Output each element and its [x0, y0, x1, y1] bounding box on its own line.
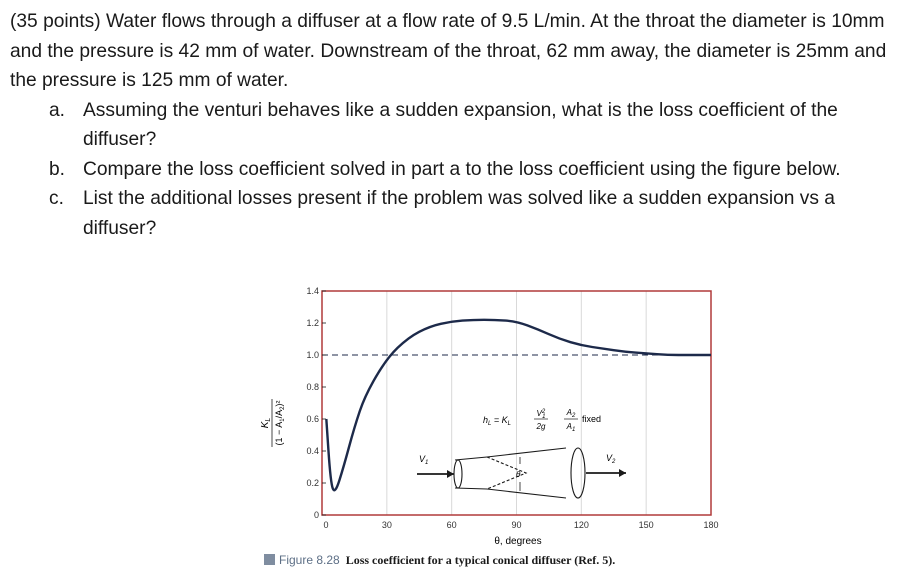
equation [483, 409, 548, 431]
y-tick-label: 1.4 [306, 286, 319, 296]
part-letter: a. [49, 99, 66, 121]
diffuser-loss-chart [250, 284, 730, 552]
y-tick-label: 0 [313, 510, 319, 520]
y-tick-label: 0.6 [306, 414, 319, 424]
x-tick-label: 180 [703, 520, 719, 530]
part-letter: b. [49, 158, 66, 180]
loss-curve [326, 320, 711, 490]
part-text: Assuming the venturi behaves like a sudden expansion, what is the loss coefficient of the diffuser? [83, 99, 838, 150]
problem-statement [10, 7, 910, 243]
y-axis-label-den: $(1 - A_1/A_2)^2$ [274, 400, 286, 446]
x-axis-label: θ, degrees [494, 536, 542, 547]
problem-intro: (35 points) Water flows through a diffuser at a flow rate of 9.5 L/min. At the throat the diameter is 10mm and the pressure is 42 mm of water. Downstream of the throat, 62 mm away, the diameter is 25mm and the pressure is 125 mm of water. [10, 11, 887, 91]
theta-label: θ [516, 470, 521, 479]
x-tick-label: 120 [573, 520, 589, 530]
x-tick-label: 0 [323, 520, 329, 530]
v2-label: $V_2$ [606, 453, 616, 465]
svg-text:fixed: fixed [582, 414, 602, 424]
x-tick-label: 150 [638, 520, 654, 530]
y-tick-label: 1.2 [306, 318, 319, 328]
svg-text:A2: $A_2$ [566, 408, 576, 419]
part-letter: c. [49, 188, 64, 209]
caption-marker [264, 554, 275, 565]
y-tick-label: 0.2 [306, 478, 319, 488]
x-tick-label: 60 [446, 520, 457, 530]
y-axis-label [260, 399, 286, 447]
y-axis-label-num: $K_L$ [260, 417, 272, 429]
area-ratio-note [564, 408, 601, 433]
y-tick-label: 0.4 [306, 446, 319, 456]
x-tick-label: 30 [381, 520, 392, 530]
part-text: List the additional losses present if the problem was solved like a sudden expansion vs a diffuser? [83, 188, 835, 239]
x-tick-label: 90 [511, 520, 522, 530]
part-c [49, 184, 910, 243]
part-b [49, 155, 910, 185]
caption-label: Figure 8.28 [279, 553, 340, 567]
svg-text:2g: 2g [536, 422, 546, 431]
svg-text:hL = KL: $h_L = K_L$ [483, 415, 511, 427]
svg-text:V21: $V^2$ 1 [536, 409, 546, 420]
svg-text:A1: $A_1$ [566, 422, 576, 433]
part-text: Compare the loss coefficient solved in part a to the loss coefficient using the figure below. [83, 158, 841, 180]
caption-text: Loss coefficient for a typical conical diffuser (Ref. 5). [345, 553, 616, 567]
figure-caption [264, 553, 615, 568]
diffuser-schematic [417, 448, 626, 498]
v1-label: $V_1$ [419, 454, 429, 466]
y-tick-label: 1.0 [306, 350, 319, 360]
y-tick-label: 0.8 [306, 382, 319, 392]
part-a [49, 96, 910, 155]
